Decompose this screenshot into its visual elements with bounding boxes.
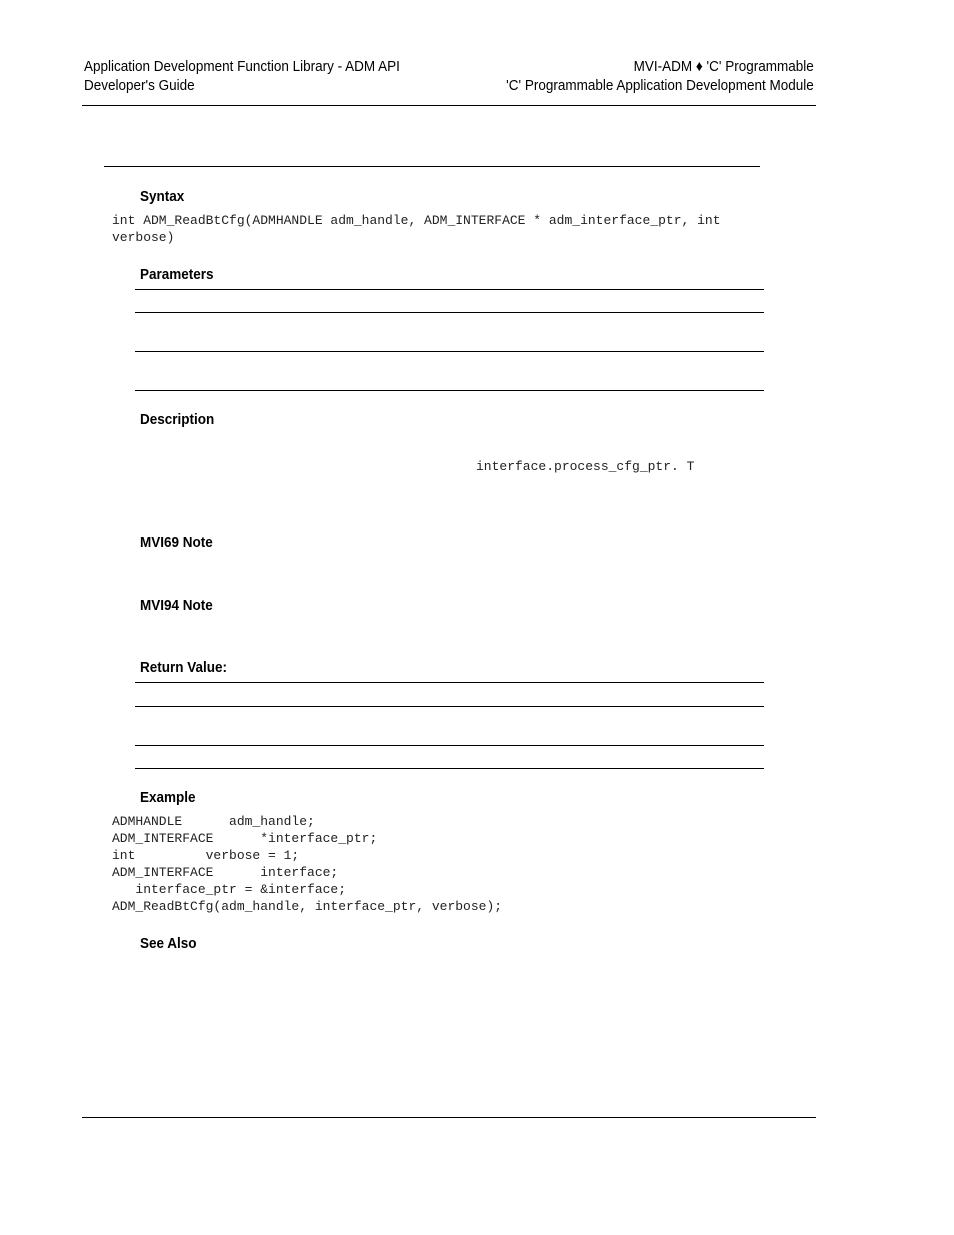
parameters-heading: Parameters xyxy=(140,266,214,283)
table-rule xyxy=(135,745,764,746)
header-left xyxy=(84,57,400,95)
table-rule xyxy=(135,390,764,391)
syntax-code xyxy=(112,212,721,246)
example-code-line: ADMHANDLE adm_handle; xyxy=(112,814,315,829)
description-code-fragment: interface.process_cfg_ptr. T xyxy=(476,459,695,474)
header-doc-subtitle: Developer's Guide xyxy=(84,77,195,94)
footer-rule xyxy=(82,1117,816,1118)
syntax-heading: Syntax xyxy=(140,188,185,205)
table-rule xyxy=(135,682,764,683)
example-code-line: ADM_INTERFACE interface; xyxy=(112,865,339,880)
example-code xyxy=(112,813,502,915)
example-code-line: int verbose = 1; xyxy=(112,848,300,863)
example-code-line: ADM_ReadBtCfg(adm_handle, interface_ptr, verbose); xyxy=(112,899,503,914)
example-heading: Example xyxy=(140,789,196,806)
mvi94-note-heading: MVI94 Note xyxy=(140,597,213,614)
table-rule xyxy=(135,351,764,352)
example-code-line: interface_ptr = &interface; xyxy=(112,882,347,897)
function-separator-rule xyxy=(104,166,760,167)
header-right xyxy=(506,57,814,95)
syntax-code-line: verbose) xyxy=(112,230,175,245)
table-rule xyxy=(135,768,764,769)
see-also-heading: See Also xyxy=(140,935,197,952)
example-code-line: ADM_INTERFACE *interface_ptr; xyxy=(112,831,378,846)
header-product-title: MVI-ADM ♦ 'C' Programmable xyxy=(633,58,814,75)
description-heading: Description xyxy=(140,411,215,428)
mvi69-note-heading: MVI69 Note xyxy=(140,534,213,551)
table-rule xyxy=(135,312,764,313)
table-rule xyxy=(135,706,764,707)
table-rule xyxy=(135,289,764,290)
return-value-heading: Return Value: xyxy=(140,659,228,676)
header-doc-title: Application Development Function Library - ADM API xyxy=(84,58,400,75)
header-rule xyxy=(82,105,816,106)
syntax-code-line: int ADM_ReadBtCfg(ADMHANDLE adm_handle, ADM_INTERFACE * adm_interface_ptr, int xyxy=(112,213,721,228)
header-product-subtitle: 'C' Programmable Application Development Module xyxy=(506,77,814,94)
